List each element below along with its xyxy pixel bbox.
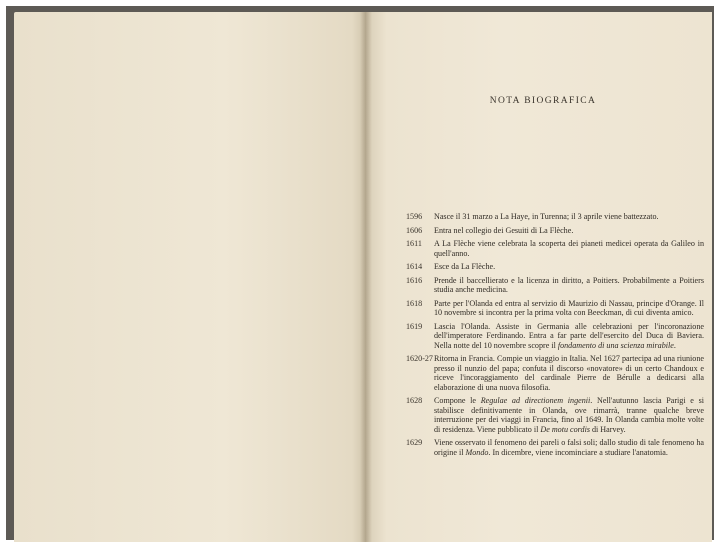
chronology-entry (406, 276, 704, 295)
book-gutter (360, 12, 372, 542)
entry-year: 1614 (406, 262, 423, 271)
entry-text: Nasce il 31 marzo a La Haye, in Turenna; il 3 aprile viene battezzato. (434, 212, 659, 221)
entry-year: 1606 (406, 225, 423, 235)
entry-year: 1620-27 (406, 354, 433, 363)
entry-text-part: di Harvey. (589, 424, 626, 434)
entry-year: 1629 (406, 438, 423, 447)
entry-text-part: . In dicembre, viene incominciare a studiare l'anatomia. (488, 447, 668, 457)
entry-text-part: Viene osservato il fenomeno dei pareli o falsi soli; dallo studio di tale fenomeno ha origine il (434, 438, 704, 457)
entry-year: 1616 (406, 275, 423, 285)
entry-text-italic: fondamento di una scienza mirabile (557, 340, 674, 350)
chronology-entry (406, 438, 704, 457)
chronology-list (406, 212, 704, 461)
entry-text: Prende il baccellierato e la licenza in diritto, a Poitiers. Probabilmente a Poitiers studia anche medicina. (434, 275, 704, 294)
entry-text-italic: Mondo (465, 447, 489, 457)
entry-text-italic: Regulae ad directionem ingenii (480, 396, 591, 405)
entry-text: Ritorna in Francia. Compie un viaggio in Italia. Nel 1627 partecipa ad una riunione presso il nunzio del papa; confuta il discorso «novatore» di un certo Chandoux e riceve l'incoraggiamento del cardinale Pierre de Bérulle a dedicarsi alla elaborazione di una nuova filosofia. (434, 354, 704, 392)
entry-year: 1619 (406, 321, 423, 331)
entry-year: 1596 (406, 212, 423, 221)
chronology-entry (406, 322, 704, 351)
chronology-entry (406, 396, 704, 434)
entry-text (434, 396, 704, 434)
page-heading: NOTA BIOGRAFICA (489, 96, 597, 106)
left-page (14, 12, 366, 542)
entry-text (434, 322, 704, 351)
chronology-entry (406, 226, 704, 236)
entry-text: A La Flèche viene celebrata la scoperta dei pianeti medicei operata da Galileo in quell'anno. (434, 239, 704, 258)
entry-year: 1628 (406, 396, 423, 405)
entry-text-italic: De motu cordis (540, 424, 590, 434)
entry-text (434, 438, 704, 457)
chronology-entry (406, 354, 704, 392)
chronology-entry (406, 299, 704, 318)
entry-text: Esce da La Flèche. (434, 262, 496, 271)
chronology-entry (406, 262, 704, 272)
chronology-entry (406, 212, 704, 222)
entry-text: Entra nel collegio dei Gesuiti di La Flèche. (434, 225, 574, 235)
entry-year: 1618 (406, 298, 423, 308)
entry-year: 1611 (406, 239, 422, 248)
entry-text-part: . Nell'autunno lascia Parigi e si stabilisce definitivamente in Olanda, ove rimarrà, tranne qualche breve interruzione per dei viaggi in Francia, fino al 1649. In Olanda cambia molte volte di residenza. Viene pubblicato il (434, 396, 704, 434)
entry-text-part: Compone le (434, 396, 481, 405)
entry-text-part: . (673, 340, 676, 350)
chronology-entry (406, 239, 704, 258)
entry-text-part: Lascia l'Olanda. Assiste in Germania alle celebrazioni per l'incoronazione dell'imperatore Ferdinando. Entra a far parte dell'esercito del Duca di Baviera. Nella notte del 10 novembre scopre il (434, 321, 704, 350)
entry-text: Parte per l'Olanda ed entra al servizio di Maurizio di Nassau, principe d'Orange. Il 10 novembre si incontra per la prima volta con Beeckman, di cui diventa amico. (434, 298, 704, 317)
